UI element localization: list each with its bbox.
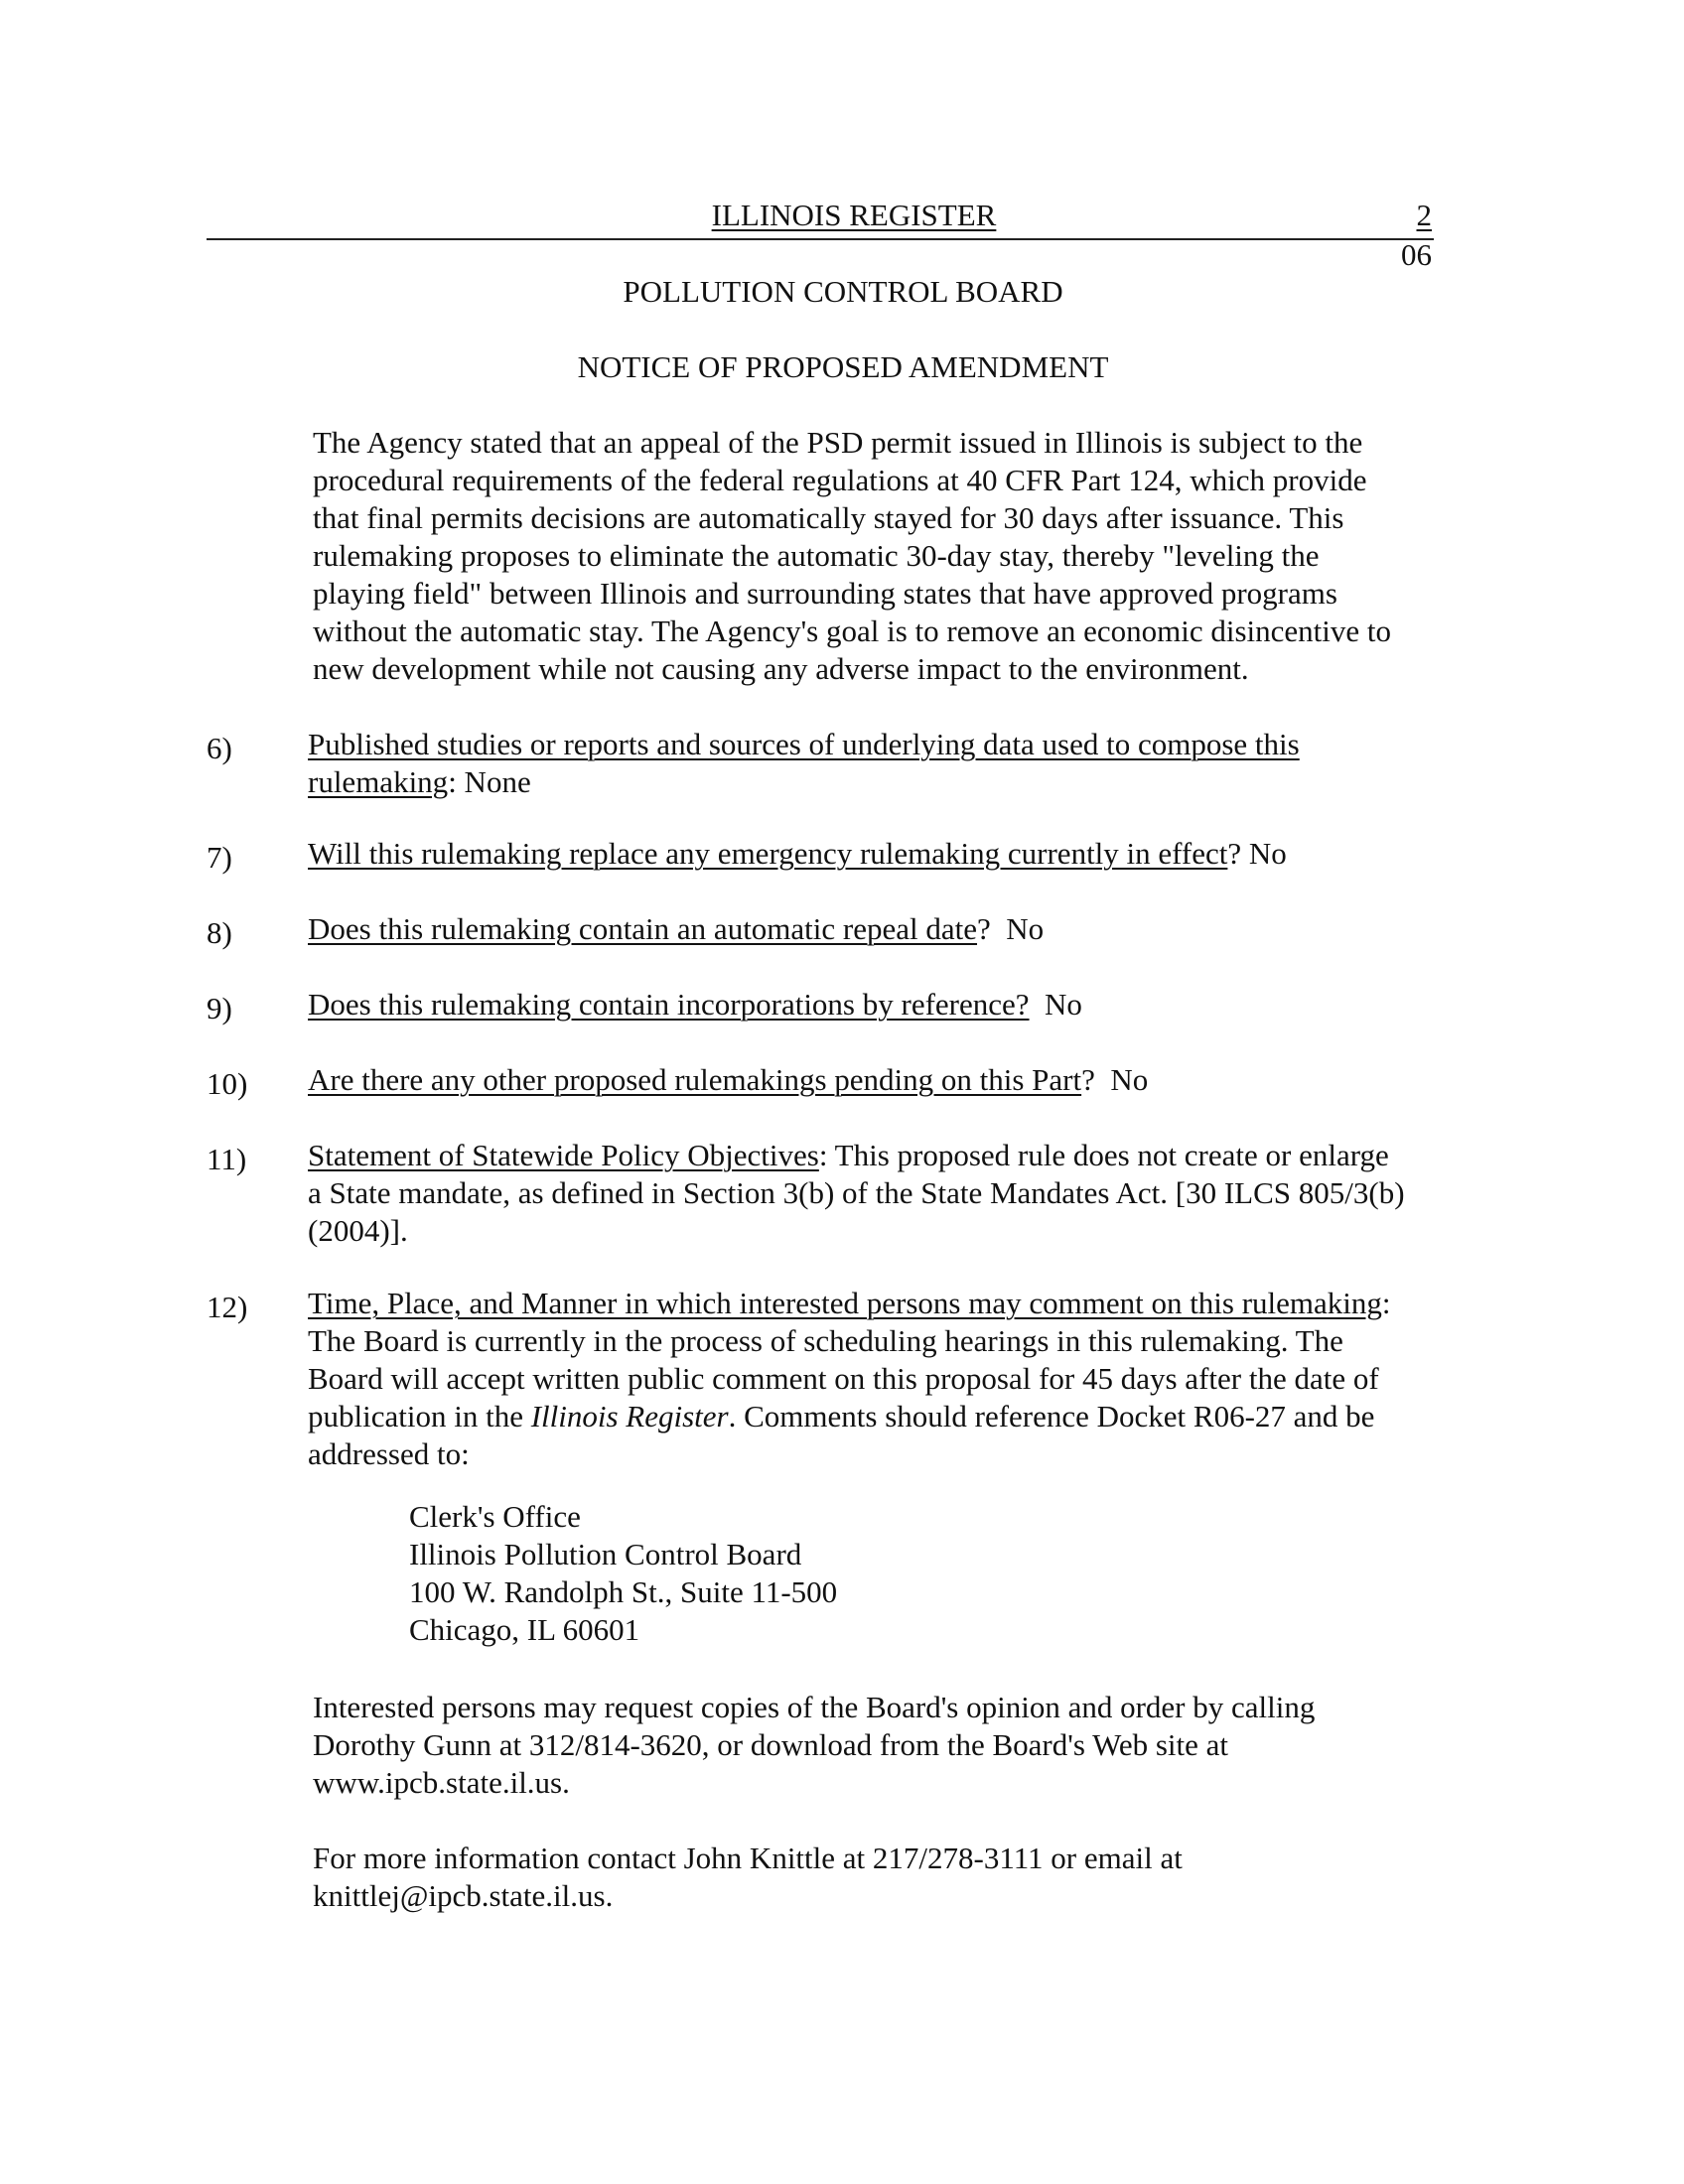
item-9-number: 9) — [207, 991, 232, 1025]
item-10 — [308, 1061, 1489, 1099]
item-11-number: 11) — [207, 1142, 247, 1176]
copies-line: Dorothy Gunn at 312/814-3620, or download from the Board's Web site at — [313, 1727, 1229, 1762]
item-12-line: The Board is currently in the process of scheduling hearings in this rulemaking. The — [308, 1323, 1343, 1358]
item-7 — [308, 835, 1489, 873]
contact-paragraph — [313, 1840, 1484, 1915]
item-8-number: 8) — [207, 915, 232, 950]
item-12-line: addressed to: — [308, 1436, 470, 1471]
address-line: Illinois Pollution Control Board — [409, 1537, 802, 1571]
copies-line: www.ipcb.state.il.us. — [313, 1765, 570, 1800]
copies-line: Interested persons may request copies of the Board's opinion and order by calling — [313, 1690, 1316, 1724]
item-12-colon: : — [1381, 1286, 1391, 1320]
intro-line: rulemaking proposes to eliminate the automatic 30-day stay, thereby "leveling the — [313, 538, 1320, 573]
item-11-line: a State mandate, as defined in Section 3(b) of the State Mandates Act. [30 ILCS 805/3(b) — [308, 1175, 1405, 1210]
intro-line: playing field" between Illinois and surrounding states that have approved programs — [313, 576, 1337, 611]
item-6-answer: : None — [448, 764, 531, 799]
item-9-answer: No — [1029, 987, 1082, 1022]
intro-line: without the automatic stay. The Agency's goal is to remove an economic disincentive to — [313, 614, 1392, 648]
item-6 — [308, 726, 1489, 801]
address-line: 100 W. Randolph St., Suite 11-500 — [409, 1574, 838, 1609]
item-12-line: Board will accept written public comment on this proposal for 45 days after the date of — [308, 1361, 1379, 1396]
illinois-register-title: Illinois Register — [530, 1399, 729, 1433]
item-10-answer: ? No — [1081, 1062, 1149, 1097]
item-9-question: Does this rulemaking contain incorporations by reference? — [308, 987, 1030, 1022]
item-11 — [308, 1137, 1489, 1250]
item-12-line-post: . Comments should reference Docket R06-27 and be — [728, 1399, 1375, 1433]
item-6-question: Published studies or reports and sources of underlying data used to compose this — [308, 727, 1300, 761]
agency-heading: POLLUTION CONTROL BOARD — [623, 274, 1063, 309]
header-rule — [207, 238, 1434, 240]
mailing-address — [409, 1498, 1303, 1649]
item-7-number: 7) — [207, 840, 232, 875]
address-line: Clerk's Office — [409, 1499, 581, 1534]
intro-line: that final permits decisions are automatically stayed for 30 days after issuance. This — [313, 500, 1344, 535]
page-number: 2 — [1416, 198, 1432, 232]
contact-line: knittlej@ipcb.state.il.us. — [313, 1878, 614, 1913]
item-12-line-pre: publication in the — [308, 1399, 531, 1433]
intro-line: procedural requirements of the federal regulations at 40 CFR Part 124, which provide — [313, 463, 1367, 497]
item-11-text: : This proposed rule does not create or enlarge — [818, 1138, 1389, 1172]
item-6-question-cont: rulemaking — [308, 764, 449, 799]
copies-paragraph — [313, 1689, 1484, 1802]
item-12 — [308, 1285, 1489, 1473]
item-10-number: 10) — [207, 1066, 248, 1101]
intro-line: new development while not causing any adverse impact to the environment. — [313, 651, 1249, 686]
item-9 — [308, 986, 1489, 1024]
address-line: Chicago, IL 60601 — [409, 1612, 640, 1647]
item-11-line: (2004)]. — [308, 1213, 408, 1248]
notice-heading: NOTICE OF PROPOSED AMENDMENT — [577, 349, 1109, 384]
item-11-question: Statement of Statewide Policy Objectives — [308, 1138, 819, 1172]
page-subnumber: 06 — [1401, 237, 1432, 272]
item-8-answer: ? No — [977, 911, 1045, 946]
register-title: ILLINOIS REGISTER — [711, 198, 997, 232]
item-7-question: Will this rulemaking replace any emergency rulemaking currently in effect — [308, 836, 1228, 871]
item-8-question: Does this rulemaking contain an automatic repeal date — [308, 911, 978, 946]
item-6-number: 6) — [207, 731, 232, 765]
contact-line: For more information contact John Knittle at 217/278-3111 or email at — [313, 1841, 1183, 1875]
intro-line: The Agency stated that an appeal of the PSD permit issued in Illinois is subject to the — [313, 425, 1363, 460]
item-10-question: Are there any other proposed rulemakings pending on this Part — [308, 1062, 1082, 1097]
item-8 — [308, 910, 1489, 948]
intro-paragraph — [313, 424, 1484, 688]
item-12-number: 12) — [207, 1290, 248, 1324]
item-12-question: Time, Place, and Manner in which interested persons may comment on this rulemaking — [308, 1286, 1382, 1320]
item-7-answer: ? No — [1227, 836, 1287, 871]
